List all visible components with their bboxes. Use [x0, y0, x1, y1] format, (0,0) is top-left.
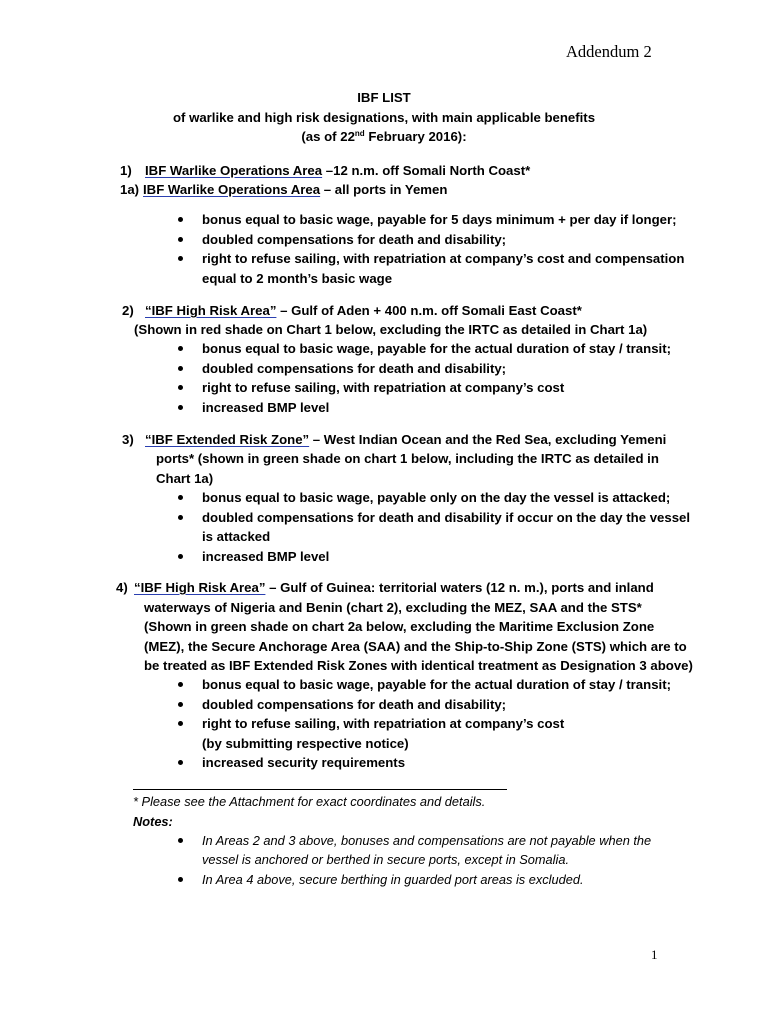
bullet-icon [178, 877, 183, 882]
section4-line-4: (MEZ), the Secure Anchorage Area (SAA) and the Ship-to-Ship Zone (STS) which are to [144, 639, 687, 654]
section4-heading-rest: – Gulf of Guinea: territorial waters (12 n. m.), ports and inland [265, 580, 654, 595]
section2-note: (Shown in red shade on Chart 1 below, excluding the IRTC as detailed in Chart 1a) [134, 322, 648, 337]
section4-heading [134, 578, 654, 598]
section2-heading-rest: – Gulf of Aden + 400 n.m. off Somali East Coast* [276, 303, 582, 318]
section2-bullet-4: increased BMP level [202, 400, 330, 415]
section4-line-2: waterways of Nigeria and Benin (chart 2), excluding the MEZ, SAA and the STS* [144, 600, 642, 615]
section4-link[interactable]: “IBF High Risk Area” [134, 580, 266, 595]
bullet-icon [178, 346, 183, 351]
section1a-number: 1a) [120, 182, 140, 197]
section3-bullet-2-cont: is attacked [202, 529, 271, 544]
bullet-icon [178, 405, 183, 410]
bullet-icon [178, 702, 183, 707]
bullet-icon [178, 217, 183, 222]
bullet-icon [178, 366, 183, 371]
title-date-pre: (as of 22 [301, 129, 355, 144]
section3-bullet-2: doubled compensations for death and disability if occur on the day the vessel [202, 510, 691, 525]
section3-heading [145, 430, 666, 450]
section1-heading-rest: –12 n.m. off Somali North Coast* [322, 163, 531, 178]
section1-bullet-2: doubled compensations for death and disability; [202, 232, 507, 247]
title-date-sup: nd [354, 129, 365, 138]
bullet-icon [178, 838, 183, 843]
section1a-link[interactable]: IBF Warlike Operations Area [143, 182, 321, 197]
section2-heading [145, 301, 582, 321]
notes-label: Notes: [133, 814, 173, 829]
title-line-2: of warlike and high risk designations, with main applicable benefits [172, 110, 596, 125]
section3-bullet-3: increased BMP level [202, 549, 330, 564]
section2-bullet-1: bonus equal to basic wage, payable for the actual duration of stay / transit; [202, 341, 671, 356]
section4-line-3: (Shown in green shade on chart 2a below, excluding the Maritime Exclusion Zone [144, 619, 655, 634]
section3-bullet-1: bonus equal to basic wage, payable only on the day the vessel is attacked; [202, 490, 671, 505]
note-2: In Area 4 above, secure berthing in guarded port areas is excluded. [202, 872, 584, 887]
title-line-1: IBF LIST [357, 90, 411, 105]
section1-bullet-3: right to refuse sailing, with repatriation at company’s cost and compensation [202, 251, 685, 266]
section1a-heading [143, 180, 447, 200]
section1-heading [145, 161, 530, 181]
bullet-icon [178, 256, 183, 261]
note-1: In Areas 2 and 3 above, bonuses and compensations are not payable when the [202, 833, 652, 848]
section4-bullet-3-cont: (by submitting respective notice) [202, 736, 409, 751]
section2-bullet-3: right to refuse sailing, with repatriation at company’s cost [202, 380, 565, 395]
section3-line-2: ports* (shown in green shade on chart 1 below, including the IRTC as detailed in [156, 451, 659, 466]
bullet-icon [178, 237, 183, 242]
section1-bullet-1: bonus equal to basic wage, payable for 5 days minimum + per day if longer; [202, 212, 677, 227]
title-line-3 [0, 127, 768, 147]
section4-bullet-1: bonus equal to basic wage, payable for the actual duration of stay / transit; [202, 677, 671, 692]
footnote-text: * Please see the Attachment for exact coordinates and details. [133, 794, 486, 809]
bullet-icon [178, 760, 183, 765]
page-number: 1 [651, 947, 658, 962]
section4-line-5: be treated as IBF Extended Risk Zones with identical treatment as Designation 3 above) [144, 658, 693, 673]
bullet-icon [178, 554, 183, 559]
section3-number: 3) [122, 432, 134, 447]
bullet-icon [178, 682, 183, 687]
title-date-post: February 2016): [364, 129, 467, 144]
note-1-cont: vessel is anchored or berthed in secure ports, except in Somalia. [202, 852, 570, 867]
section3-heading-rest: – West Indian Ocean and the Red Sea, excluding Yemeni [309, 432, 667, 447]
section1-link[interactable]: IBF Warlike Operations Area [145, 163, 323, 178]
section1-number: 1) [120, 163, 132, 178]
section1-bullet-3-cont: equal to 2 month’s basic wage [202, 271, 393, 286]
bullet-icon [178, 385, 183, 390]
section2-bullet-2: doubled compensations for death and disability; [202, 361, 507, 376]
section4-bullet-4: increased security requirements [202, 755, 406, 770]
section2-number: 2) [122, 303, 134, 318]
section3-link[interactable]: “IBF Extended Risk Zone” [145, 432, 310, 447]
section4-number: 4) [116, 580, 128, 595]
bullet-icon [178, 515, 183, 520]
bullet-icon [178, 721, 183, 726]
footnote-divider [133, 789, 507, 790]
section3-line-3: Chart 1a) [156, 471, 214, 486]
addendum-label: Addendum 2 [566, 42, 652, 61]
section4-bullet-3: right to refuse sailing, with repatriation at company’s cost [202, 716, 565, 731]
section1a-heading-rest: – all ports in Yemen [320, 182, 448, 197]
section2-link[interactable]: “IBF High Risk Area” [145, 303, 277, 318]
bullet-icon [178, 495, 183, 500]
section4-bullet-2: doubled compensations for death and disability; [202, 697, 507, 712]
